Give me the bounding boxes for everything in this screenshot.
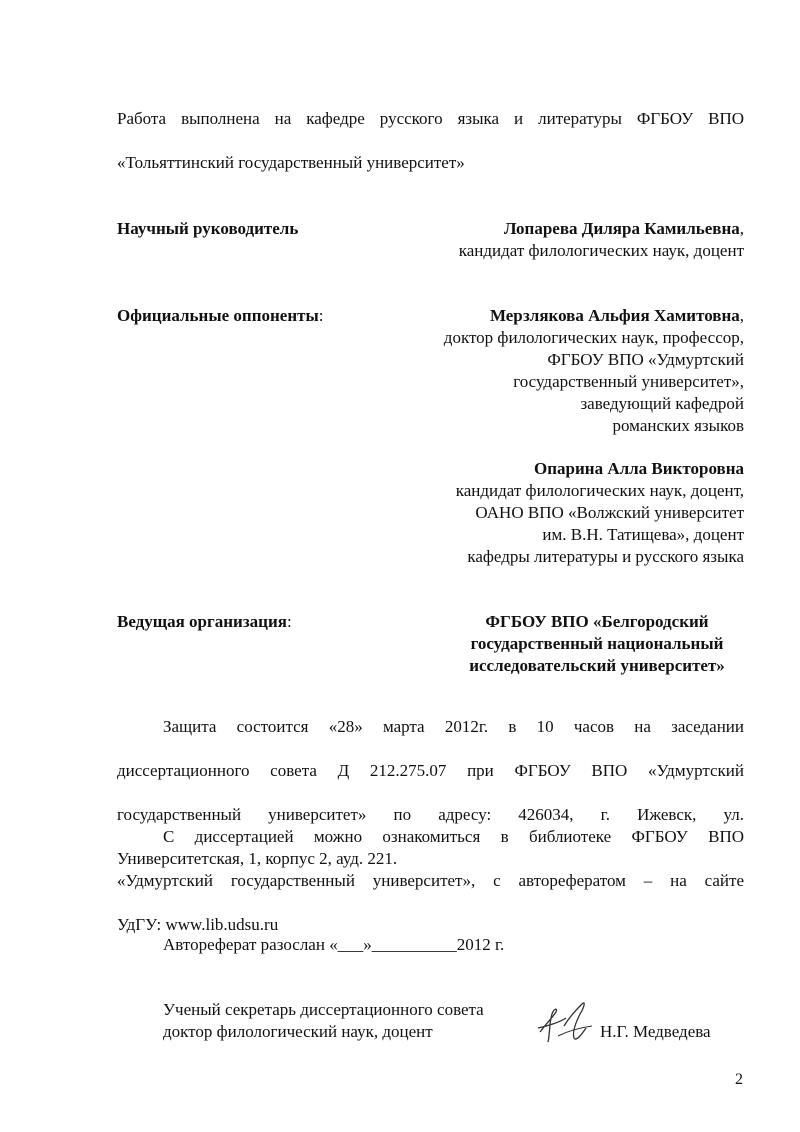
leading-org-line: государственный национальный <box>470 634 724 653</box>
intro-line-2: «Тольяттинский государственный университет» <box>117 153 465 172</box>
leading-org-label-text: Ведущая организация <box>117 612 287 631</box>
leading-org-line: исследовательский университет» <box>469 656 725 675</box>
opponent-1-line: доктор филологических наук, профессор, <box>443 328 744 347</box>
intro-paragraph <box>117 108 744 174</box>
defense-line: диссертационного совета Д 212.275.07 при ФГБОУ ВПО «Удмуртский <box>117 761 744 780</box>
opponents-label-colon: : <box>318 306 324 325</box>
page-number: 2 <box>735 1071 743 1088</box>
intro-line-1: Работа выполнена на кафедре русского языка и литературы ФГБОУ ВПО <box>117 109 744 128</box>
defense-line: государственный университет» по адресу: 426034, г. Ижевск, ул. <box>117 805 744 824</box>
distribution-line: Автореферат разослан «___»__________2012 г. <box>163 935 505 954</box>
supervisor-label: Научный руководитель <box>117 219 299 238</box>
opponent-2-line: кандидат филологических наук, доцент, <box>455 481 744 500</box>
opponent-1-line: государственный университет», <box>513 372 744 391</box>
opponent-1-line: заведующий кафедрой <box>580 394 744 413</box>
opponent-1-name-suffix: , <box>739 306 744 325</box>
opponent-1-name: Мерзлякова Альфия Хамитовна <box>489 306 740 325</box>
library-paragraph <box>117 826 744 936</box>
opponents-label-text: Официальные оппоненты <box>117 306 319 325</box>
opponent-1-block <box>444 305 744 437</box>
library-line: С диссертацией можно ознакомиться в библиотеке ФГБОУ ВПО <box>163 827 744 846</box>
library-line: «Удмуртский государственный университет», с авторефератом – на сайте <box>117 871 744 890</box>
opponent-1-line: ФГБОУ ВПО «Удмуртский <box>547 350 744 369</box>
leading-org-label-colon: : <box>286 612 292 631</box>
defense-line: Университетская, 1, корпус 2, ауд. 221. <box>117 849 398 868</box>
defense-line: Защита состоится «28» марта 2012г. в 10 часов на заседании <box>163 717 744 736</box>
supervisor-block <box>459 218 744 262</box>
handwritten-signature <box>532 998 600 1048</box>
leading-org-label <box>117 611 292 633</box>
opponent-2-line: им. В.Н. Татищева», доцент <box>542 525 744 544</box>
secretary-line-2: доктор филологический наук, доцент <box>163 1022 433 1041</box>
supervisor-name-suffix: , <box>739 219 744 238</box>
opponent-1-line: романских языков <box>612 416 744 435</box>
supervisor-name: Лопарева Диляра Камильевна <box>503 219 740 238</box>
leading-org-line: ФГБОУ ВПО «Белгородский <box>485 612 709 631</box>
library-line: УдГУ: www.lib.udsu.ru <box>117 915 279 934</box>
opponent-2-line: кафедры литературы и русского языка <box>467 547 744 566</box>
secretary-line-1: Ученый секретарь диссертационного совета <box>163 1000 484 1019</box>
opponent-2-name: Опарина Алла Викторовна <box>534 459 744 478</box>
opponent-2-line: ОАНО ВПО «Волжский университет <box>475 503 744 522</box>
opponent-2-block <box>456 458 744 568</box>
leading-org-block <box>450 611 744 677</box>
supervisor-title: кандидат филологических наук, доцент <box>458 241 744 260</box>
secretary-name: Н.Г. Медведева <box>600 1022 711 1041</box>
opponents-label <box>117 305 324 327</box>
